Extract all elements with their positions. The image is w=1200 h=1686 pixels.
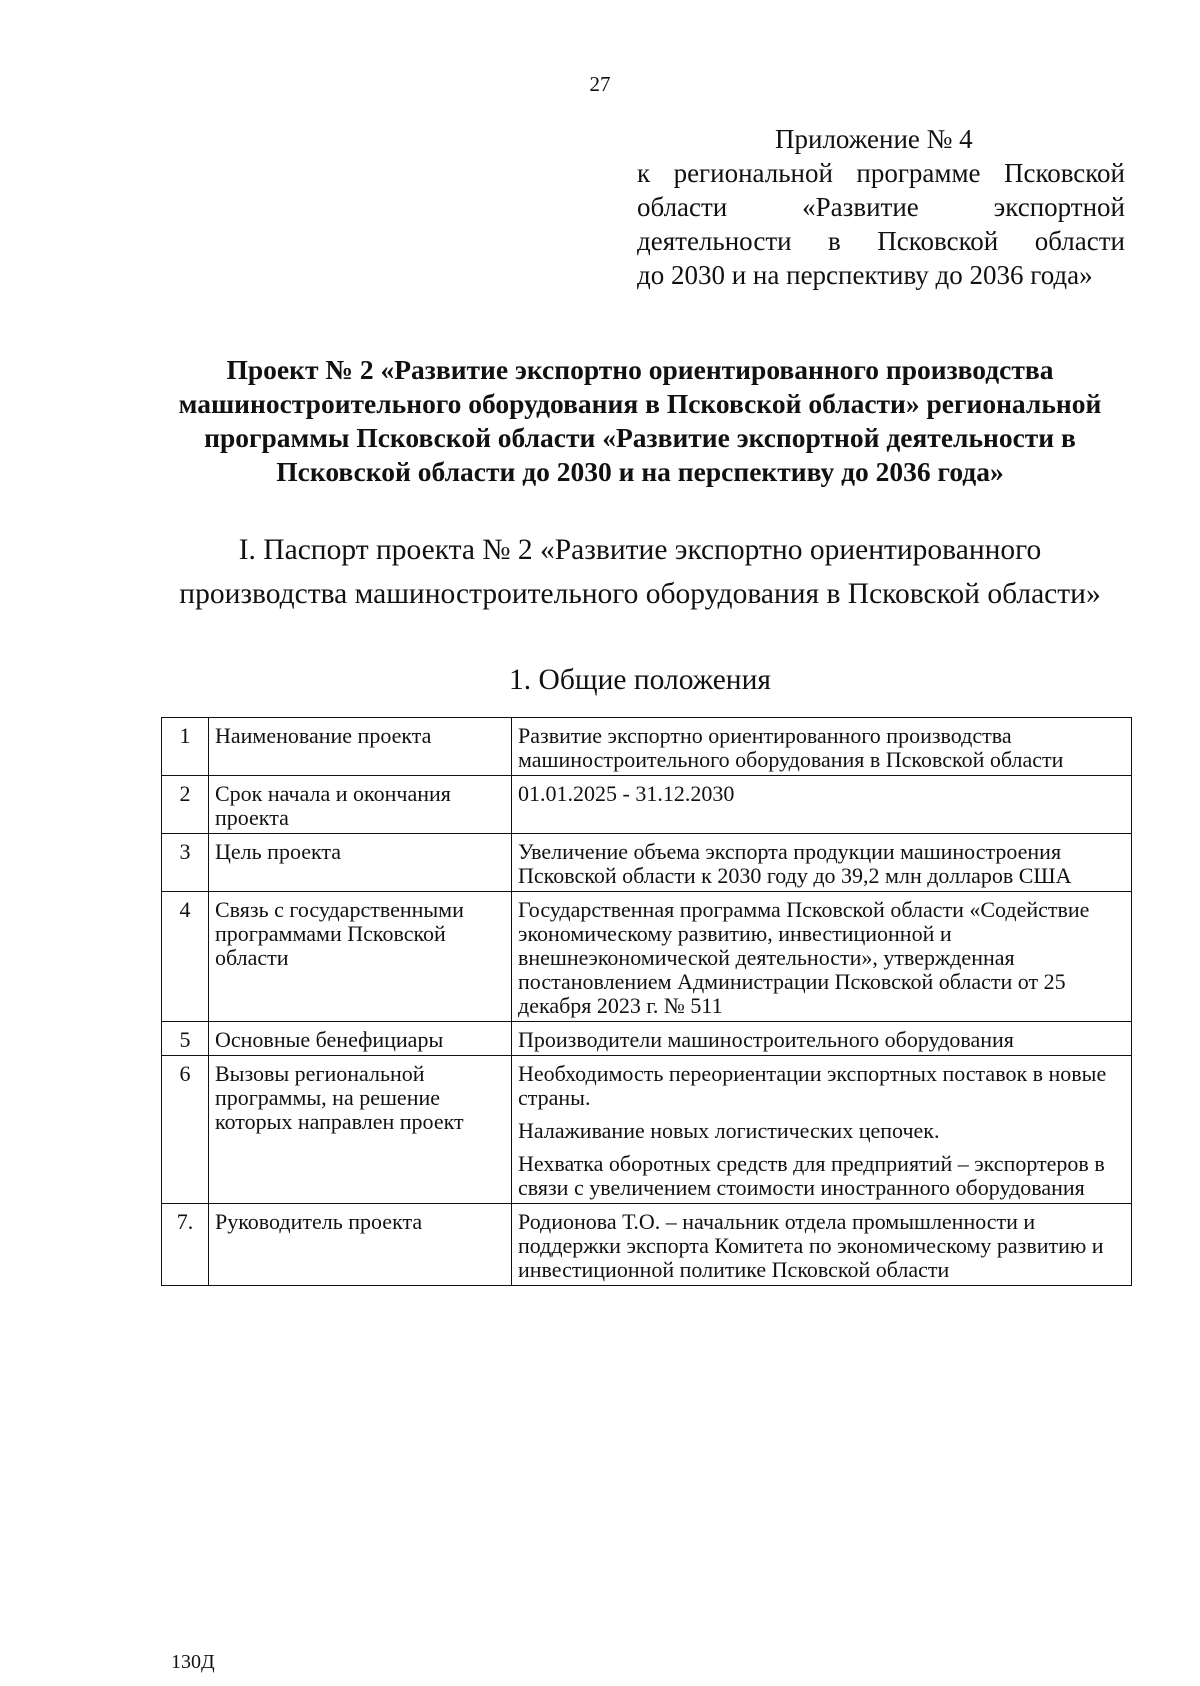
row-name: Связь с государственными программами Псковской области (209, 892, 512, 1022)
general-provisions-table (161, 717, 1132, 1286)
table-row (162, 892, 1132, 1022)
row-number: 5 (162, 1022, 209, 1056)
row-value-text: Государственная программа Псковской области «Содействие экономическому развитию, инвестиционной и внешнеэкономической деятельности», утвержденная постановлением Администрации Псковской области от 25 декабря 2023 г. № 511 (518, 897, 1090, 1018)
row-value (512, 1204, 1132, 1286)
row-name: Руководитель проекта (209, 1204, 512, 1286)
document-code: 130Д (171, 1651, 215, 1673)
row-value-text: Развитие экспортно ориентированного производства машиностроительного оборудования в Псковской области (518, 723, 1064, 772)
row-value (512, 834, 1132, 892)
table-row (162, 834, 1132, 892)
row-name: Наименование проекта (209, 718, 512, 776)
row-value-text: 01.01.2025 - 31.12.2030 (518, 781, 735, 806)
row-number: 3 (162, 834, 209, 892)
appendix-line: области «Развитие экспортной (637, 192, 1125, 222)
table-row (162, 1204, 1132, 1286)
appendix-line: деятельности в Псковской области (637, 226, 1125, 256)
row-value (512, 1022, 1132, 1056)
page-number: 27 (589, 72, 611, 96)
row-name: Основные бенефициары (209, 1022, 512, 1056)
row-value-text: Нехватка оборотных средств для предприятий – экспортеров в связи с увеличением стоимости иностранного оборудования (518, 1151, 1105, 1200)
row-number: 2 (162, 776, 209, 834)
row-value-text: Увеличение объема экспорта продукции машиностроения Псковской области к 2030 году до 39,2 млн долларов США (518, 839, 1072, 888)
appendix-line: к региональной программе Псковской (637, 158, 1125, 188)
appendix-body (637, 156, 1125, 292)
row-value-text: Родионова Т.О. – начальник отдела промышленности и поддержки экспорта Комитета по экономическому развитию и инвестиционной политике Псковской области (518, 1209, 1104, 1282)
passport-title-line: I. Паспорт проекта № 2 «Развитие экспортно ориентированного (238, 534, 1042, 566)
project-title-line: программы Псковской области «Развитие экспортной деятельности в (204, 422, 1076, 453)
row-value (512, 892, 1132, 1022)
project-title (150, 353, 1130, 489)
row-value-text: Производители машиностроительного оборудования (518, 1027, 1014, 1052)
appendix-title: Приложение № 4 (775, 124, 973, 154)
table-row (162, 1022, 1132, 1056)
row-name: Цель проекта (209, 834, 512, 892)
row-number: 6 (162, 1056, 209, 1204)
project-title-line: Проект № 2 «Развитие экспортно ориентированного производства (226, 354, 1054, 385)
row-number: 7. (162, 1204, 209, 1286)
row-value (512, 718, 1132, 776)
row-value (512, 776, 1132, 834)
row-number: 1 (162, 718, 209, 776)
project-title-line: Псковской области до 2030 и на перспективу до 2036 года» (276, 456, 1004, 487)
row-name: Вызовы региональной программы, на решение которых направлен проект (209, 1056, 512, 1204)
row-number: 4 (162, 892, 209, 1022)
passport-title-line: производства машиностроительного оборудования в Псковской области» (179, 578, 1101, 610)
project-title-line: машиностроительного оборудования в Псковской области» региональной (178, 388, 1102, 419)
table-row (162, 718, 1132, 776)
row-name: Срок начала и окончания проекта (209, 776, 512, 834)
row-value (512, 1056, 1132, 1204)
table-row (162, 1056, 1132, 1204)
table-row (162, 776, 1132, 834)
section-title: 1. Общие положения (509, 664, 771, 696)
row-value-text: Налаживание новых логистических цепочек. (518, 1118, 940, 1143)
appendix-header (637, 122, 1125, 292)
appendix-line: до 2030 и на перспективу до 2036 года» (637, 260, 1093, 290)
passport-title (150, 528, 1130, 616)
row-value-text: Необходимость переориентации экспортных поставок в новые страны. (518, 1061, 1107, 1110)
